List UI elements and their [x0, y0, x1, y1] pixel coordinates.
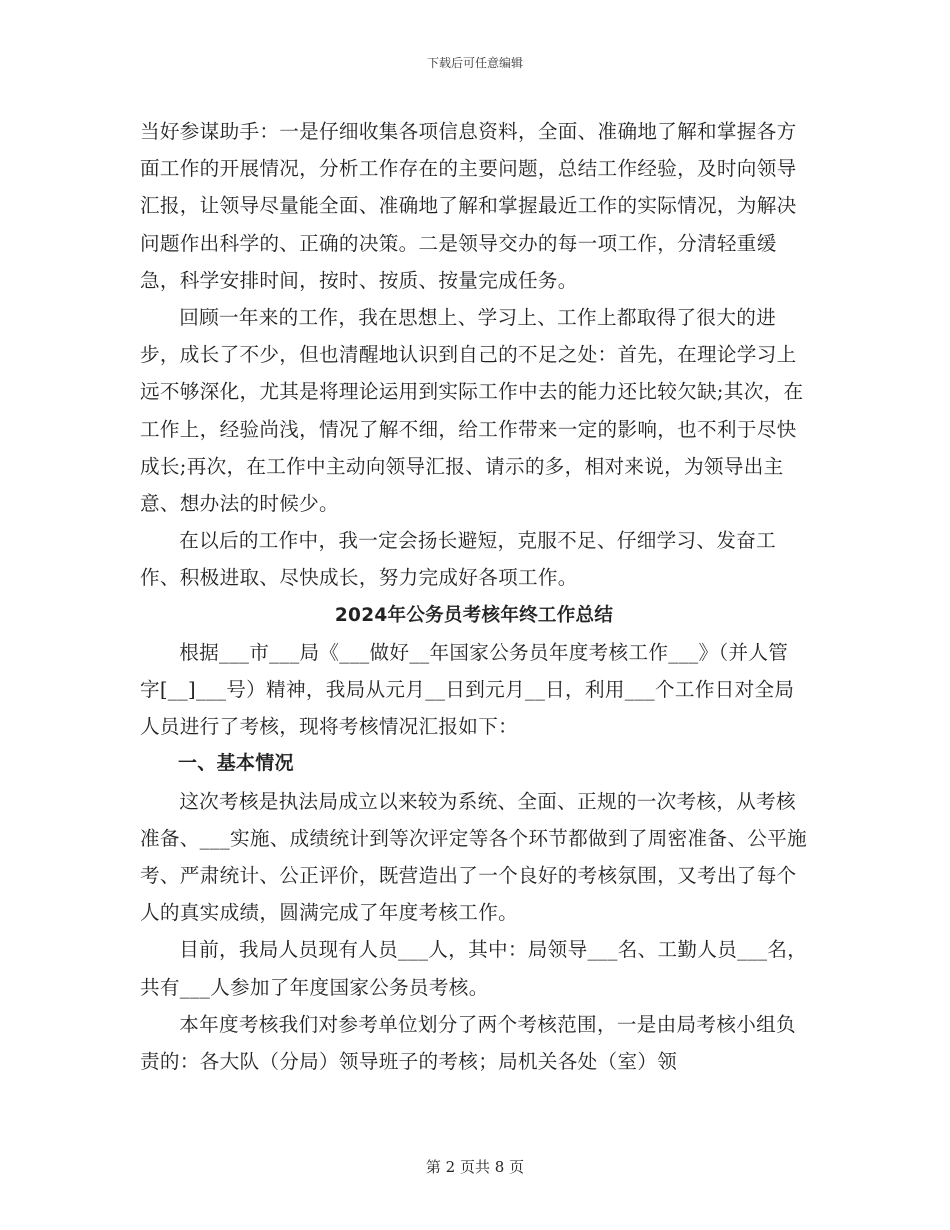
paragraph-year-review: 回顾一年来的工作，我在思想上、学习上、工作上都取得了很大的进步，成长了不少，但也清醒地认识到自己的不足之处：首先，在理论学习上远不够深化，尤其是将理论运用到实际工作中去的能力还比较欠缺;其次，在工作上，经验尚浅，情况了解不细，给工作带来一定的影响，也不利于尽快成长;再次，在工作中主动向领导汇报、请示的多，相对来说，为领导出主意、想办法的时候少。: [140, 306, 804, 516]
paragraph-assessment-overview: 这次考核是执法局成立以来较为系统、全面、正规的一次考核，从考核准备、___实施、成绩统计到等次评定等各个环节都做到了周密准备、公平施考、严肃统计、公正评价，既营造出了一个良好的考核氛围，又考出了每个人的真实成绩，圆满完成了年度考核工作。: [140, 789, 807, 925]
paragraph-assessment-scope: 本年度考核我们对参考单位划分了两个考核范围，一是由局考核小组负责的：各大队（分局）领导班子的考核；局机关各处（室）领: [140, 1012, 796, 1074]
page-header: 下载后可任意编辑: [426, 56, 523, 70]
paragraph-assessment-basis: 根据___市___局《___做好__年国家公务员年度考核工作___》（并人管字[__]___号）精神，我局从元月__日到元月__日，利用___个工作日对全局人员进行了考核，现将考核情况汇报如下：: [140, 640, 795, 739]
section-title: 2024年公务员考核年终工作总结: [334, 604, 614, 626]
page-footer: 第 2 页共 8 页: [425, 1158, 525, 1176]
paragraph-advisor-duties: 当好参谋助手：一是仔细收集各项信息资料，全面、准确地了解和掌握各方面工作的开展情况，分析工作存在的主要问题，总结工作经验，及时向领导汇报，让领导尽量能全面、准确地了解和掌握最近工作的实际情况，为解决问题作出科学的、正确的决策。二是领导交办的每一项工作，分清轻重缓急，科学安排时间，按时、按质、按量完成任务。: [140, 120, 797, 292]
heading-basic-situation: 一、基本情况: [178, 752, 294, 775]
document-body: [140, 113, 808, 1080]
paragraph-future-work: 在以后的工作中，我一定会扬长避短，克服不足、仔细学习、发奋工作、积极进取、尽快成长，努力完成好各项工作。: [140, 529, 776, 590]
paragraph-staff-count: 目前，我局人员现有人员___人，其中：局领导___名、工勤人员___名，共有___人参加了年度国家公务员考核。: [140, 938, 808, 999]
